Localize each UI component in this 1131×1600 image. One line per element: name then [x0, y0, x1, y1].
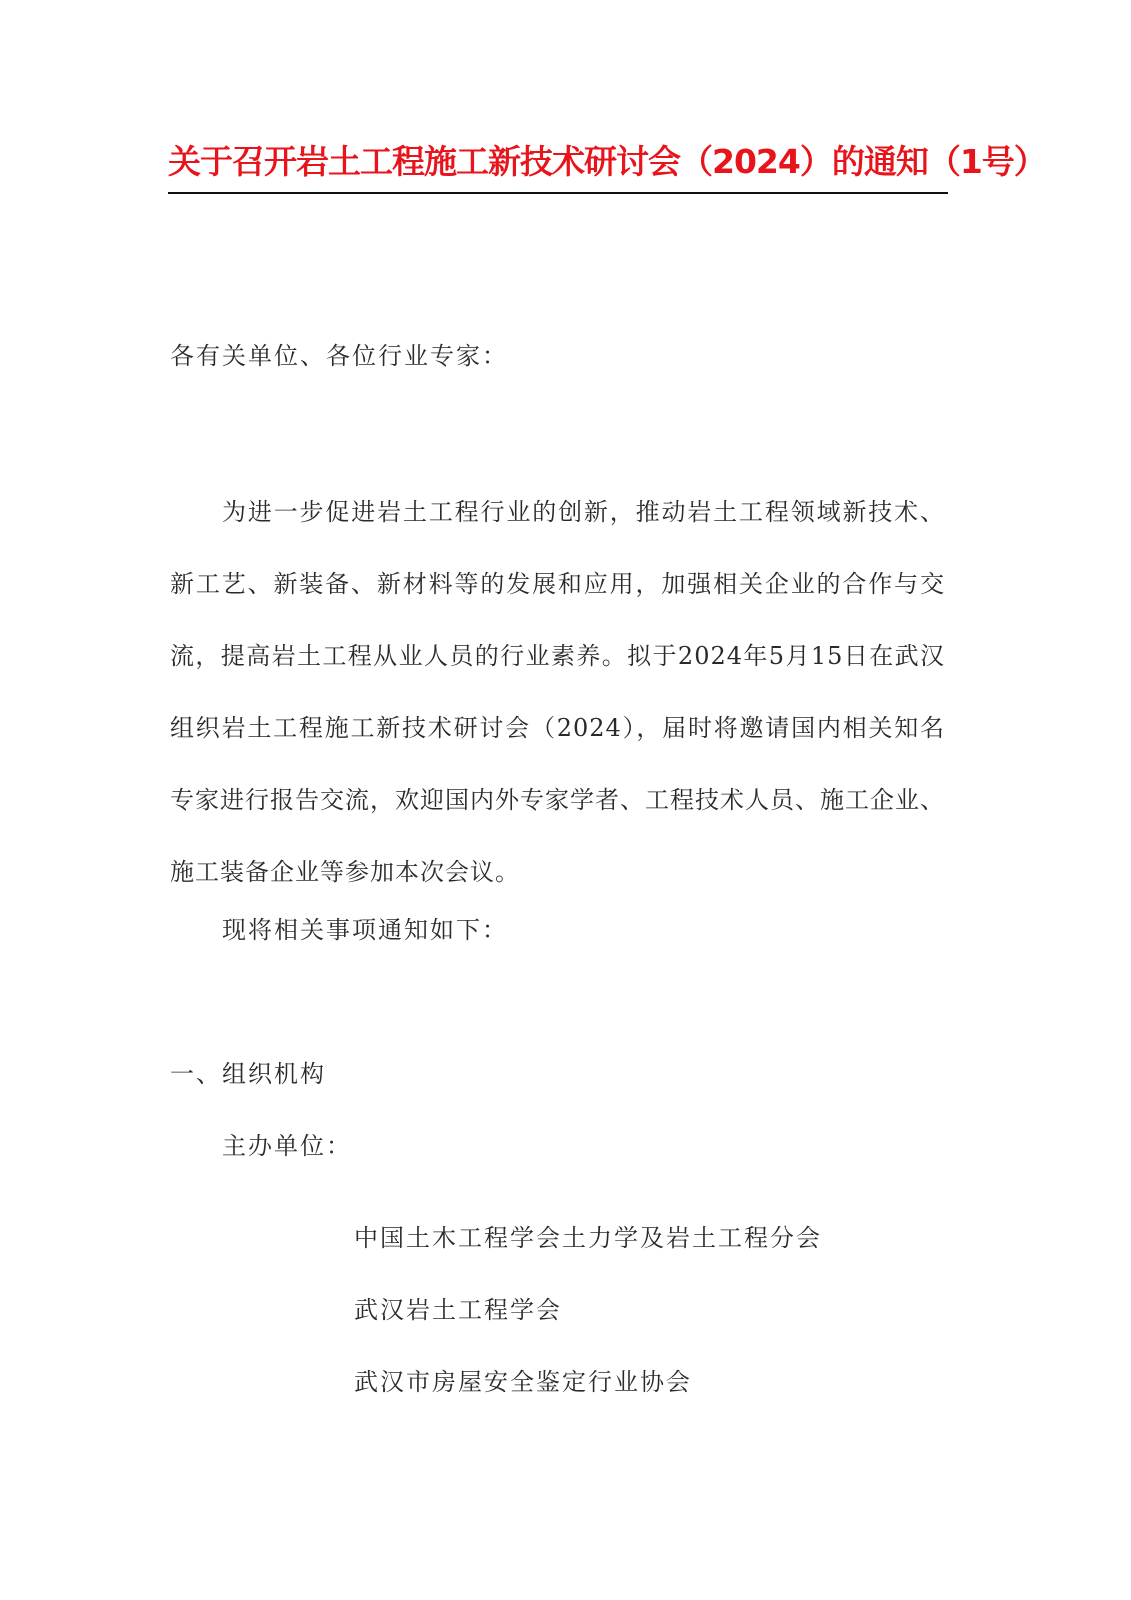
host-label: 主办单位： [222, 1132, 352, 1160]
host-item: 武汉岩土工程学会 [354, 1296, 562, 1324]
host-item: 中国土木工程学会土力学及岩土工程分会 [354, 1224, 822, 1252]
host-list [354, 1202, 822, 1418]
salutation: 各有关单位、各位行业专家： [170, 342, 508, 370]
document-title: 关于召开岩土工程施工新技术研讨会（2024）的通知（1号） [168, 142, 1046, 181]
notice-line: 现将相关事项通知如下： [222, 916, 508, 944]
intro-paragraph: 为进一步促进岩土工程行业的创新，推动岩土工程领域新技术、新工艺、新装备、新材料等的发展和应用，加强相关企业的合作与交流，提高岩土工程从业人员的行业素养。拟于2024年5月15日在武汉组织岩土工程施工新技术研讨会（2024），届时将邀请国内相关知名专家进行报告交流，欢迎国内外专家学者、工程技术人员、施工企业、施工装备企业等参加本次会议。 [170, 498, 945, 886]
host-item: 武汉市房屋安全鉴定行业协会 [354, 1368, 692, 1396]
title-underline [168, 192, 948, 194]
section-heading-organization: 一、组织机构 [170, 1060, 326, 1088]
